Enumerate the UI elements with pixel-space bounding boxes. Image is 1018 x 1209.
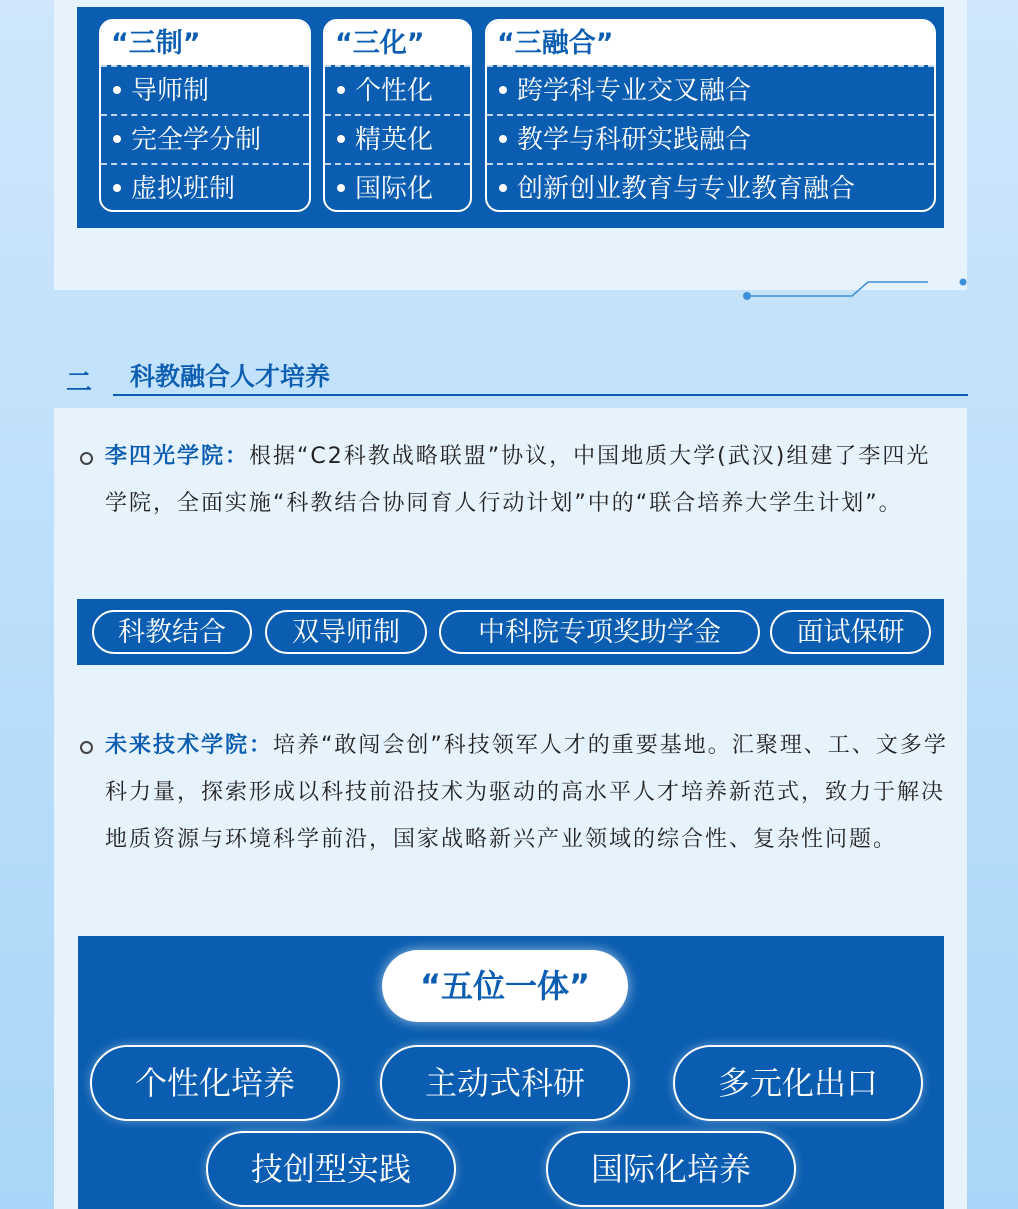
box-item — [101, 65, 309, 114]
tag: 面试保研 — [770, 610, 931, 654]
box-item-label: 创新创业教育与专业教育融合 — [517, 174, 856, 204]
bullet-icon — [113, 184, 121, 192]
box-item-label: 导师制 — [131, 76, 210, 106]
paragraph-li-siguang — [105, 433, 950, 527]
box-item-label: 个性化 — [355, 76, 434, 106]
tag: 双导师制 — [265, 610, 427, 654]
pill-item: 国际化培养 — [546, 1131, 796, 1207]
pill-item: 技创型实践 — [206, 1131, 456, 1207]
bullet-icon — [113, 86, 121, 94]
section-divider — [113, 394, 968, 396]
decorative-line — [740, 276, 970, 302]
bullet-icon — [499, 86, 507, 94]
box-item — [325, 114, 470, 163]
bullet-icon — [337, 86, 345, 94]
section-title: 科教融合人才培养 — [130, 362, 331, 391]
box-three-izations — [323, 19, 472, 212]
circle-bullet-icon — [80, 452, 93, 465]
box-item — [487, 163, 934, 212]
paragraph-future-tech — [105, 722, 950, 863]
box-title: “三制” — [101, 21, 309, 65]
box-title: “三融合” — [487, 21, 934, 65]
paragraph-text: 根据“C2科教战略联盟”协议，中国地质大学(武汉)组建了李四光学院，全面实施“科教结合协同育人行动计划”中的“联合培养大学生计划”。 — [105, 444, 931, 516]
box-item — [325, 65, 470, 114]
box-item-label: 国际化 — [355, 174, 434, 204]
five-in-one-panel — [78, 936, 944, 1209]
box-title: “三化” — [325, 21, 470, 65]
paragraph-lead: 李四光学院： — [105, 444, 250, 469]
circle-bullet-icon — [80, 741, 93, 754]
box-item — [325, 163, 470, 212]
pill-item: 多元化出口 — [673, 1045, 923, 1121]
three-systems-panel — [77, 7, 944, 228]
box-item-label: 教学与科研实践融合 — [517, 125, 752, 155]
section-number: 二 — [66, 368, 93, 398]
box-item-label: 完全学分制 — [131, 125, 262, 155]
bullet-icon — [337, 184, 345, 192]
tag: 中科院专项奖助学金 — [439, 610, 760, 654]
bullet-icon — [499, 135, 507, 143]
bullet-icon — [337, 135, 345, 143]
bullet-icon — [113, 135, 121, 143]
box-item — [487, 114, 934, 163]
paragraph-lead: 未来技术学院： — [105, 733, 274, 758]
box-item — [101, 163, 309, 212]
pill-item: 主动式科研 — [380, 1045, 630, 1121]
bullet-icon — [499, 184, 507, 192]
box-item — [101, 114, 309, 163]
tag-panel — [77, 599, 944, 665]
five-in-one-title: “五位一体” — [382, 950, 628, 1022]
box-three-systems — [99, 19, 311, 212]
box-item-label: 虚拟班制 — [131, 174, 236, 204]
tag: 科教结合 — [92, 610, 252, 654]
box-item — [487, 65, 934, 114]
pill-item: 个性化培养 — [90, 1045, 340, 1121]
box-three-integrations — [485, 19, 936, 212]
box-item-label: 精英化 — [355, 125, 434, 155]
box-item-label: 跨学科专业交叉融合 — [517, 76, 752, 106]
paragraph-text: 培养“敢闯会创”科技领军人才的重要基地。汇聚理、工、文多学科力量，探索形成以科技前沿技术为驱动的高水平人才培养新范式，致力于解决地质资源与环境科学前沿，国家战略新兴产业领域的综合性、复杂性问题。 — [105, 733, 948, 852]
